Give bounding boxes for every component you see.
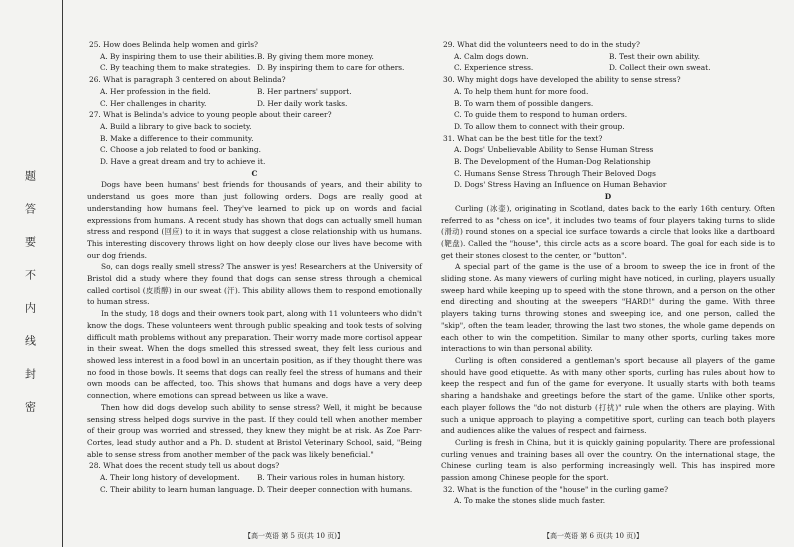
option-a: A. Dogs' Unbelievable Ability to Sense Human Stress (454, 145, 654, 155)
passage-paragraph: Curling is often considered a gentleman's sport because all players of the game should have good etiquette. As with many other sports, curling has rules about how to keep the respect and fun of the game for everyone. It usually starts with both teams sharing a handshake and greetings before the start of the game. Unlike other sports, each player follows the "do not disturb (打扰)" rule when the others are playing. With such a unique approach to playing a competitive sport, curling can teach both players and audiences alike the values of respect and fairness. (441, 355, 775, 436)
option-a: A. Her profession in the field. (100, 86, 211, 96)
section-heading-c: C (251, 168, 258, 178)
seal-char: 答 (23, 203, 37, 214)
question-29: 29. What did the volunteers need to do in the study? (443, 40, 640, 49)
question-26-options (87, 86, 422, 98)
passage-paragraph: Curling is fresh in China, but it is quickly gaining popularity. There are professional curling venues and training bases all over the country. On the international stage, the Chinese curling team is also performing increasingly well. This has inspired more passion among Chinese people for the sport. (441, 437, 775, 483)
seal-char: 密 (23, 401, 37, 412)
option-b: B. Her partners' support. (257, 86, 352, 96)
page-footer-right: 【高一英语 第 6 页(共 10 页)】 (543, 532, 643, 540)
option-c: C. By teaching them to make strategies. (100, 63, 251, 73)
option-b: B. By giving them more money. (257, 51, 374, 61)
passage-paragraph: Curling (冰壶), originating in Scotland, dates back to the early 16th century. Often referred to as "chess on ice", it includes two teams of four players taking turns to slide (滑动) round stones on a special ice surface towards a circle that looks like a dartboard (靶盘). Called the "house", this circle acts as a score board. The goal for each side is to get their stones closest to the center, or "button". (441, 203, 775, 260)
seal-line-text (18, 170, 42, 412)
option-a: A. To make the stones slide much faster. (454, 496, 606, 506)
question-30: 30. Why might dogs have developed the ability to sense stress? (443, 75, 681, 85)
option-c: C. Her challenges in charity. (100, 98, 207, 108)
question-27: 27. What is Belinda's advice to young people about their career? (89, 110, 332, 120)
seal-char: 封 (23, 368, 37, 379)
option-d: D. Dogs' Stress Having an Influence on Human Behavior (454, 180, 667, 190)
option-a: A. By inspiring them to use their abilities. (100, 51, 257, 61)
option-a: A. Calm dogs down. (454, 51, 529, 61)
right-column (441, 39, 775, 507)
passage-paragraph: Dogs have been humans' best friends for thousands of years, and their ability to understand us goes more than just following orders. Dogs are really good at understanding how humans feel. They've learned to pick up on words and facial expressions from humans. A recent study has shown that dogs can actually smell human stress and respond (回应) to it in ways that suggest a close relationship with us humans. This interesting discovery throws light on how deeply close our lives have become with our dog friends. (87, 180, 422, 260)
seal-char: 题 (23, 170, 37, 181)
option-b: B. Their various roles in human history. (257, 473, 406, 483)
seal-char: 线 (23, 335, 37, 346)
passage-paragraph: So, can dogs really smell stress? The answer is yes! Researchers at the University of Bristol did a study where they found that dogs can sense stress through a chemical called cortisol (皮质醇) in our sweat (汗). This ability allows them to respond emotionally to human stress. (87, 262, 422, 307)
question-28-options (87, 472, 422, 484)
option-a: A. Their long history of development. (100, 473, 240, 483)
option-a: A. Build a library to give back to society. (100, 121, 252, 131)
option-a: A. To help them hunt for more food. (454, 86, 589, 96)
question-25-options (87, 62, 422, 74)
passage-paragraph: In the study, 18 dogs and their owners took part, along with 11 volunteers who didn't know the dogs. These volunteers went through public speaking and took tests of solving difficult math problems without any preparation. Their worry made more cortisol appear in their sweat. When the dogs smelled this stressed sweat, they felt less curious and showed less interest in a food bowl in an uncertain position, as if they thought there was no food in those bowls. It seems that dogs can really feel the stress of humans and their own moods can be affected, too. This shows that humans and dogs have a very deep connection, where emotions can spread between us like a wave. (87, 309, 422, 401)
left-column (87, 39, 422, 495)
binding-divider (62, 0, 63, 547)
passage-paragraph: A special part of the game is the use of a broom to sweep the ice in front of the sliding stone. As many viewers of curling might have noticed, in curling, players usually sweep hard while keeping up to speed with the stone thrown, and a person on the other end directing and shouting at the sweepers "HARD!" during the game. With three players taking turns throwing stones and sweeping ice, and one person, called the "skip", often the team leader, throwing the last two stones, the whole game depends on each other to win the competition. Similar to many other sports, curling takes more interactions to win than personal ability. (441, 262, 775, 354)
passage-paragraph: Then how did dogs develop such ability to sense stress? Well, it might be because sensing stress helped dogs survive in the past. If they could tell when another member of their group was worried and stressed, they knew they might be at risk. As Zoe Parr-Cortes, lead study author and a Ph. D. student at Bristol Veterinary School, said, "Being able to sense stress from another member of the pack was likely beneficial." (87, 402, 422, 459)
question-25-options (87, 51, 422, 63)
question-26-options (87, 98, 422, 110)
seal-char: 不 (23, 269, 37, 280)
question-29-options (441, 62, 775, 74)
option-d: D. Her daily work tasks. (257, 98, 348, 108)
option-b: B. Test their own ability. (609, 51, 700, 61)
question-25: 25. How does Belinda help women and girls? (89, 40, 258, 49)
seal-char: 内 (23, 302, 37, 313)
option-b: B. To warn them of possible dangers. (454, 98, 594, 108)
option-d: D. To allow them to connect with their group. (454, 121, 625, 131)
question-29-options (441, 51, 775, 63)
question-32: 32. What is the function of the "house" in the curling game? (443, 484, 669, 494)
option-b: B. The Development of the Human-Dog Relationship (454, 157, 651, 167)
seal-char: 要 (23, 236, 37, 247)
option-d: D. Have a great dream and try to achieve it. (100, 157, 266, 167)
question-28: 28. What does the recent study tell us about dogs? (89, 461, 280, 471)
question-28-options (87, 484, 422, 496)
option-d: D. By inspiring them to care for others. (257, 63, 405, 73)
question-26: 26. What is paragraph 3 centered on about Belinda? (89, 75, 286, 85)
question-31: 31. What can be the best title for the text? (443, 133, 603, 143)
section-heading-d: D (604, 192, 612, 202)
option-c: C. Choose a job related to food or banking. (100, 145, 261, 155)
option-c: C. To guide them to respond to human orders. (454, 110, 628, 120)
option-c: C. Experience stress. (454, 63, 534, 73)
option-d: D. Collect their own sweat. (609, 63, 711, 73)
option-d: D. Their deeper connection with humans. (257, 484, 413, 494)
option-b: B. Make a difference to their community. (100, 133, 254, 143)
option-c: C. Humans Sense Stress Through Their Beloved Dogs (454, 168, 656, 178)
page-footer-left: 【高一英语 第 5 页(共 10 页)】 (244, 532, 344, 540)
option-c: C. Their ability to learn human language. (100, 484, 255, 494)
